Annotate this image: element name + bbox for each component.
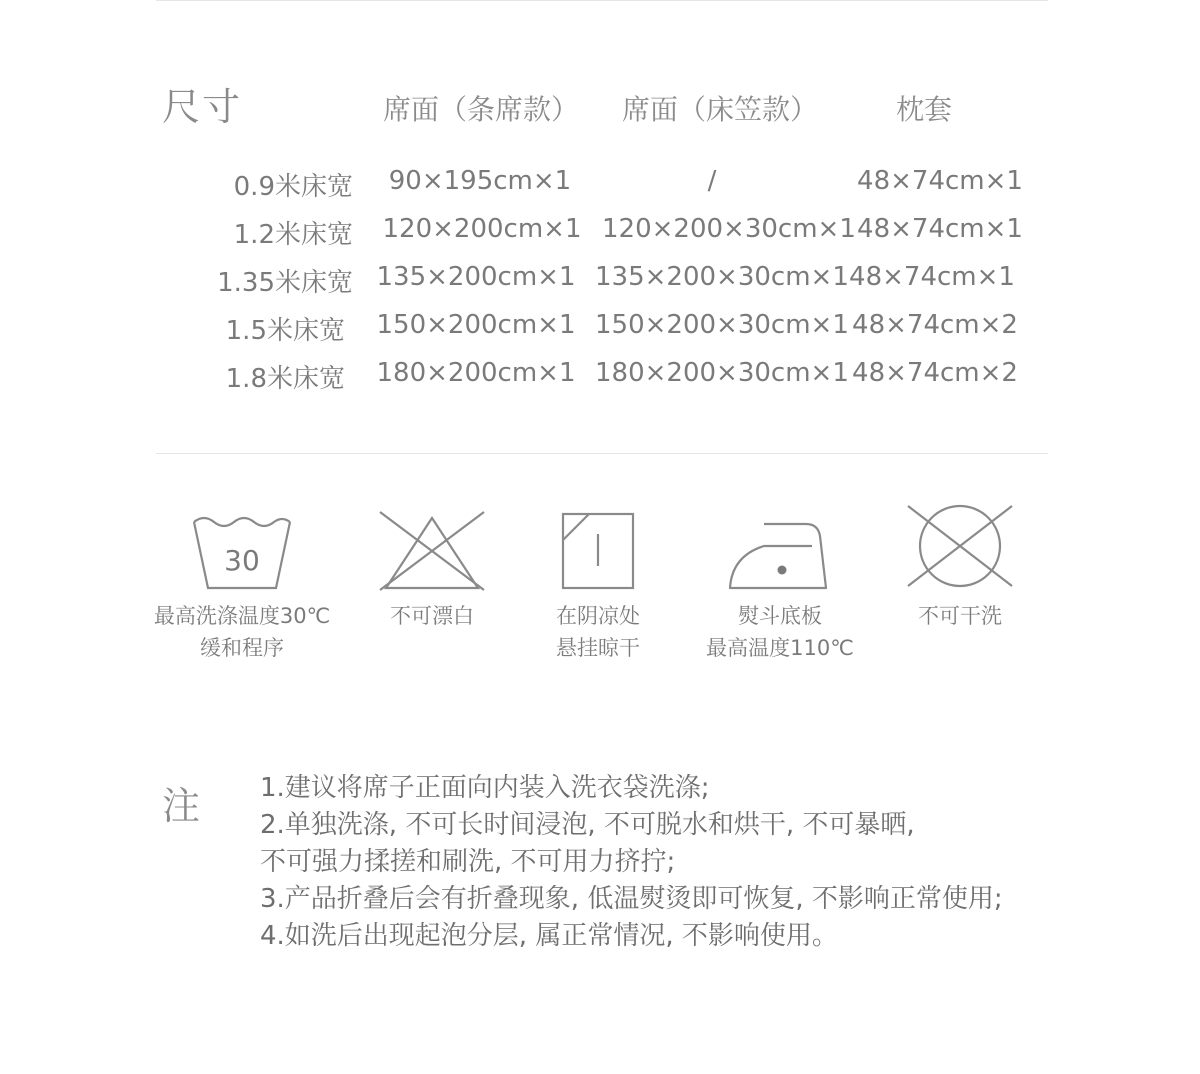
size-section-title: 尺寸 [162,85,243,129]
cell-pillowcase: 48×74cm×2 [852,358,1018,388]
top-divider [156,0,1048,1]
cell-mat-fitted: 180×200×30cm×1 [595,358,849,388]
note-line: 4.如洗后出现起泡分层, 属正常情况, 不影响使用。 [260,921,838,951]
care-label: 在阴凉处 [556,604,640,628]
row-label: 1.35米床宽 [217,268,353,298]
cell-mat-fitted: 135×200×30cm×1 [595,262,849,292]
note-line: 3.产品折叠后会有折叠现象, 低温熨烫即可恢复, 不影响正常使用; [260,884,1003,914]
cell-pillowcase: 48×74cm×1 [857,214,1023,244]
care-label: 悬挂晾干 [556,636,640,660]
row-label: 0.9米床宽 [233,172,353,202]
no-bleach-icon [372,500,492,600]
note-line: 2.单独洗涤, 不可长时间浸泡, 不可脱水和烘干, 不可暴晒, [260,810,915,840]
notes-title: 注 [162,784,201,828]
row-label: 1.2米床宽 [233,220,353,250]
cell-mat-strip: 150×200cm×1 [376,310,576,340]
row-label: 1.5米床宽 [225,316,345,346]
cell-mat-strip: 180×200cm×1 [376,358,576,388]
care-item-dryclean [860,500,1060,632]
care-item-iron [680,500,880,664]
care-item-wash [142,500,342,664]
wash-temperature: 30 [224,544,260,577]
cell-mat-strip: 120×200cm×1 [382,214,582,244]
cell-mat-fitted: 120×200×30cm×1 [602,214,856,244]
cell-pillowcase: 48×74cm×1 [857,166,1023,196]
header-mat-fitted: 席面（床笠款） [622,93,819,126]
care-item-dry [498,500,698,664]
cell-mat-strip: 90×195cm×1 [388,166,572,196]
care-label: 最高洗涤温度30℃ [153,604,331,628]
cell-mat-strip: 135×200cm×1 [376,262,576,292]
care-label: 不可漂白 [390,604,474,628]
cell-pillowcase: 48×74cm×1 [849,262,1015,292]
cell-mat-fitted: 150×200×30cm×1 [595,310,849,340]
iron-low-icon [720,500,840,600]
care-label: 不可干洗 [918,604,1002,628]
line-dry-shade-icon [538,500,658,600]
no-dry-clean-icon [900,500,1020,600]
wash-30-icon [182,500,302,600]
header-mat-strip: 席面（条席款） [383,93,580,126]
cell-mat-fitted: / [707,166,717,196]
care-label: 最高温度110℃ [706,636,854,660]
care-label: 熨斗底板 [738,604,822,628]
row-label: 1.8米床宽 [225,364,345,394]
note-line: 1.建议将席子正面向内装入洗衣袋洗涤; [260,773,710,803]
cell-pillowcase: 48×74cm×2 [852,310,1018,340]
notes-list [260,770,1003,955]
care-label: 缓和程序 [200,636,284,660]
note-line: 不可强力揉搓和刷洗, 不可用力挤拧; [260,847,676,877]
header-pillowcase: 枕套 [896,93,953,126]
section-divider [156,453,1048,454]
